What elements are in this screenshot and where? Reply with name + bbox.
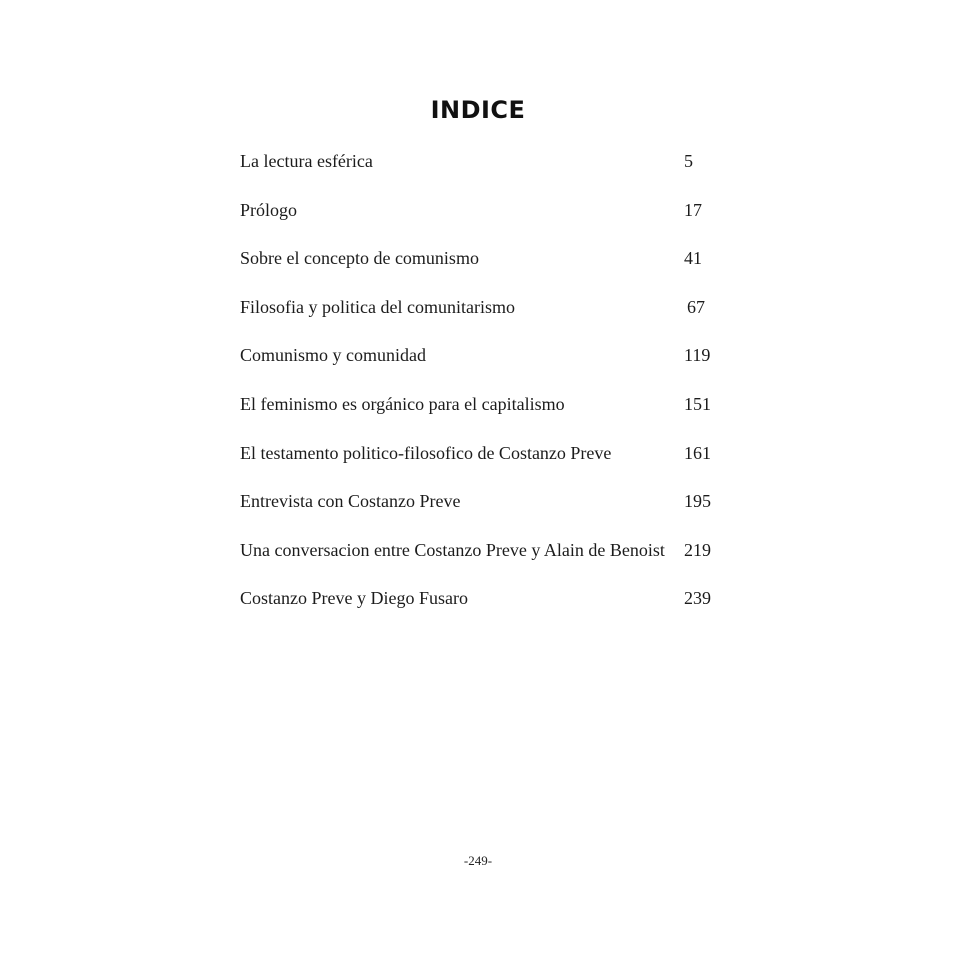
- toc-entry-title: La lectura esférica: [240, 151, 373, 171]
- page-title: INDICE: [430, 96, 526, 124]
- toc-entry: [240, 537, 740, 586]
- toc-entry-page: 119: [684, 345, 711, 366]
- toc-entry: [240, 148, 740, 197]
- toc-entry-title: Filosofia y politica del comunitarismo: [240, 296, 515, 317]
- toc-entry: [240, 245, 740, 294]
- page-number: -249-: [463, 853, 493, 868]
- toc-entry-page: 219: [684, 539, 711, 560]
- toc-entry-page: 67: [687, 296, 705, 317]
- toc-entry-title: Sobre el concepto de comunismo: [240, 248, 479, 269]
- toc-entry-page: 239: [684, 588, 711, 609]
- toc-entry-page: 161: [684, 442, 711, 463]
- toc-entry-title: El testamento politico-filosofico de Costanzo Preve: [240, 442, 612, 463]
- toc-entry-title: Una conversacion entre Costanzo Preve y Alain de Benoist: [240, 539, 665, 560]
- toc-entry-page: 151: [684, 393, 711, 414]
- toc-entry-page: 17: [684, 199, 702, 220]
- toc-entry: [240, 585, 740, 634]
- toc-entry-page: 5: [684, 151, 693, 171]
- toc-entry-title: Prólogo: [240, 199, 298, 220]
- toc-entry: [240, 294, 740, 343]
- toc-entry-title: El feminismo es orgánico para el capitalismo: [240, 393, 565, 414]
- toc-entry: [240, 197, 740, 246]
- toc-entry-title: Comunismo y comunidad: [240, 345, 426, 366]
- toc-entry: [240, 488, 740, 537]
- toc-entry-title: Entrevista con Costanzo Preve: [240, 491, 461, 512]
- toc-entry: [240, 342, 740, 391]
- toc-entry-title: Costanzo Preve y Diego Fusaro: [240, 588, 468, 609]
- toc-entry: [240, 440, 740, 489]
- toc-entry: [240, 391, 740, 440]
- toc-entry-page: 195: [684, 491, 711, 512]
- table-of-contents: [240, 148, 740, 634]
- toc-entry-page: 41: [684, 248, 702, 269]
